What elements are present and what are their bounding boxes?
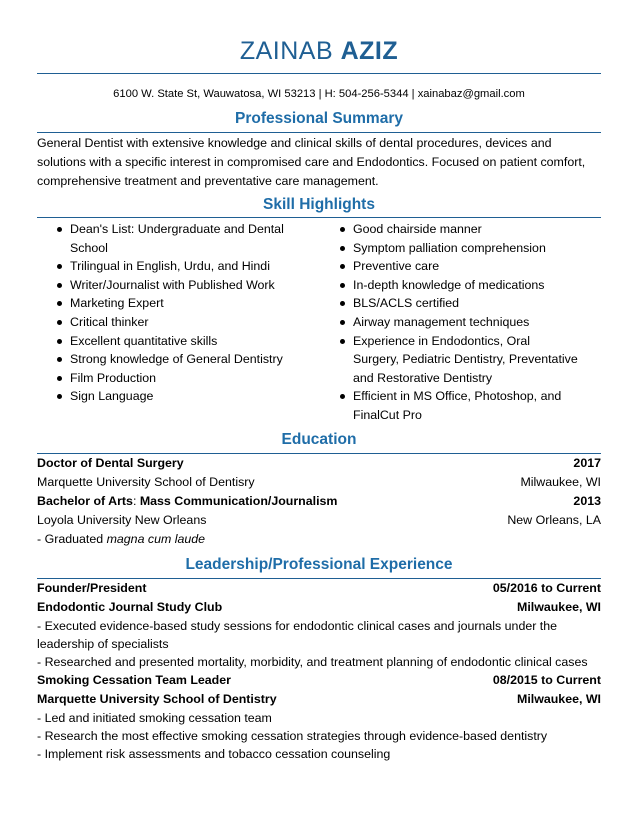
honors-note: - Graduated magna cum laude: [37, 531, 206, 546]
skill-item: In-depth knowledge of medications: [320, 276, 578, 295]
job-bullet: - Led and initiated smoking cessation team: [37, 710, 272, 725]
job-bullet: - Implement risk assessments and tobacco cessation counseling: [37, 746, 391, 761]
degree-year: 2013: [573, 493, 601, 508]
skill-item: Efficient in MS Office, Photoshop, and FinalCut Pro: [320, 387, 578, 424]
skill-item: Symptom palliation comprehension: [320, 239, 578, 258]
skill-item: Critical thinker: [37, 313, 307, 332]
skill-item: Experience in Endodontics, Oral Surgery, Pediatric Dentistry, Preventative and Restorative Dentistry: [320, 332, 578, 388]
job-1-header: [37, 579, 601, 598]
job-2-org: [37, 690, 601, 709]
skills-list: [37, 220, 601, 425]
job-dates: 08/2015 to Current: [492, 672, 601, 687]
header-rule: [37, 73, 601, 74]
school-location: Milwaukee, WI: [520, 474, 601, 489]
skill-item: Excellent quantitative skills: [37, 332, 307, 351]
job-title: Founder/President: [37, 580, 147, 595]
skill-item: Strong knowledge of General Dentistry: [37, 350, 307, 369]
skill-item: Good chairside manner: [320, 220, 578, 239]
skill-item: Marketing Expert: [37, 294, 307, 313]
job-title: Smoking Cessation Team Leader: [37, 672, 231, 687]
education-entry-1-header: [37, 454, 601, 473]
school-location: New Orleans, LA: [507, 512, 601, 527]
degree-title: Doctor of Dental Surgery: [37, 455, 184, 470]
skill-item: Film Production: [37, 369, 307, 388]
skills-right-column: [320, 220, 578, 425]
job-location: Milwaukee, WI: [517, 691, 601, 706]
skill-item: BLS/ACLS certified: [320, 294, 578, 313]
skill-item: Dean's List: Undergraduate and Dental School: [37, 220, 307, 257]
skill-item: Airway management techniques: [320, 313, 578, 332]
summary-text: General Dentist with extensive knowledge and clinical skills of dental procedures, devices and solutions with a specific interest in compromised care and Endodontics. Focused on patient comfort, comprehensive treatment and preventative care management.: [37, 136, 586, 188]
school-name: Loyola University New Orleans: [37, 512, 207, 527]
job-bullet: - Researched and presented mortality, morbidity, and treatment planning of endodontic clinical cases: [37, 654, 588, 669]
job-bullet: - Executed evidence-based study sessions for endodontic clinical cases and journals under the leadership of specialists: [37, 618, 558, 651]
summary-rule: [37, 132, 601, 133]
school-name: Marquette University School of Dentisry: [37, 474, 255, 489]
skills-rule: [37, 217, 601, 218]
job-organization: Marquette University School of Dentistry: [37, 691, 277, 706]
skill-item: Preventive care: [320, 257, 578, 276]
summary-heading: Professional Summary: [235, 110, 403, 127]
candidate-name: [37, 36, 601, 66]
last-name: AZIZ: [340, 37, 399, 65]
education-heading: Education: [281, 430, 357, 448]
resume-page: [37, 0, 601, 763]
education-entry-2-header: [37, 492, 601, 511]
skill-item: Sign Language: [37, 387, 307, 406]
skills-left-column: [37, 220, 307, 406]
contact-line: 6100 W. State St, Wauwatosa, WI 53213 | H: 504-256-5344 | xainabaz@gmail.com: [113, 88, 525, 100]
job-1-org: [37, 598, 601, 617]
job-dates: 05/2016 to Current: [492, 580, 601, 595]
job-bullet: - Research the most effective smoking cessation strategies through evidence-based dentistry: [37, 728, 548, 743]
education-entry-2-school: [37, 511, 601, 530]
job-location: Milwaukee, WI: [517, 599, 601, 614]
education-entry-1-school: [37, 473, 601, 492]
experience-heading: Leadership/Professional Experience: [185, 555, 453, 573]
first-name: ZAINAB: [239, 37, 334, 65]
job-organization: Endodontic Journal Study Club: [37, 599, 223, 614]
skills-heading: Skill Highlights: [263, 196, 375, 213]
degree-title: Bachelor of Arts: Mass Communication/Journalism: [37, 493, 338, 508]
skill-item: Trilingual in English, Urdu, and Hindi: [37, 257, 307, 276]
skill-item: Writer/Journalist with Published Work: [37, 276, 307, 295]
degree-year: 2017: [573, 455, 601, 470]
job-2-header: [37, 671, 601, 690]
